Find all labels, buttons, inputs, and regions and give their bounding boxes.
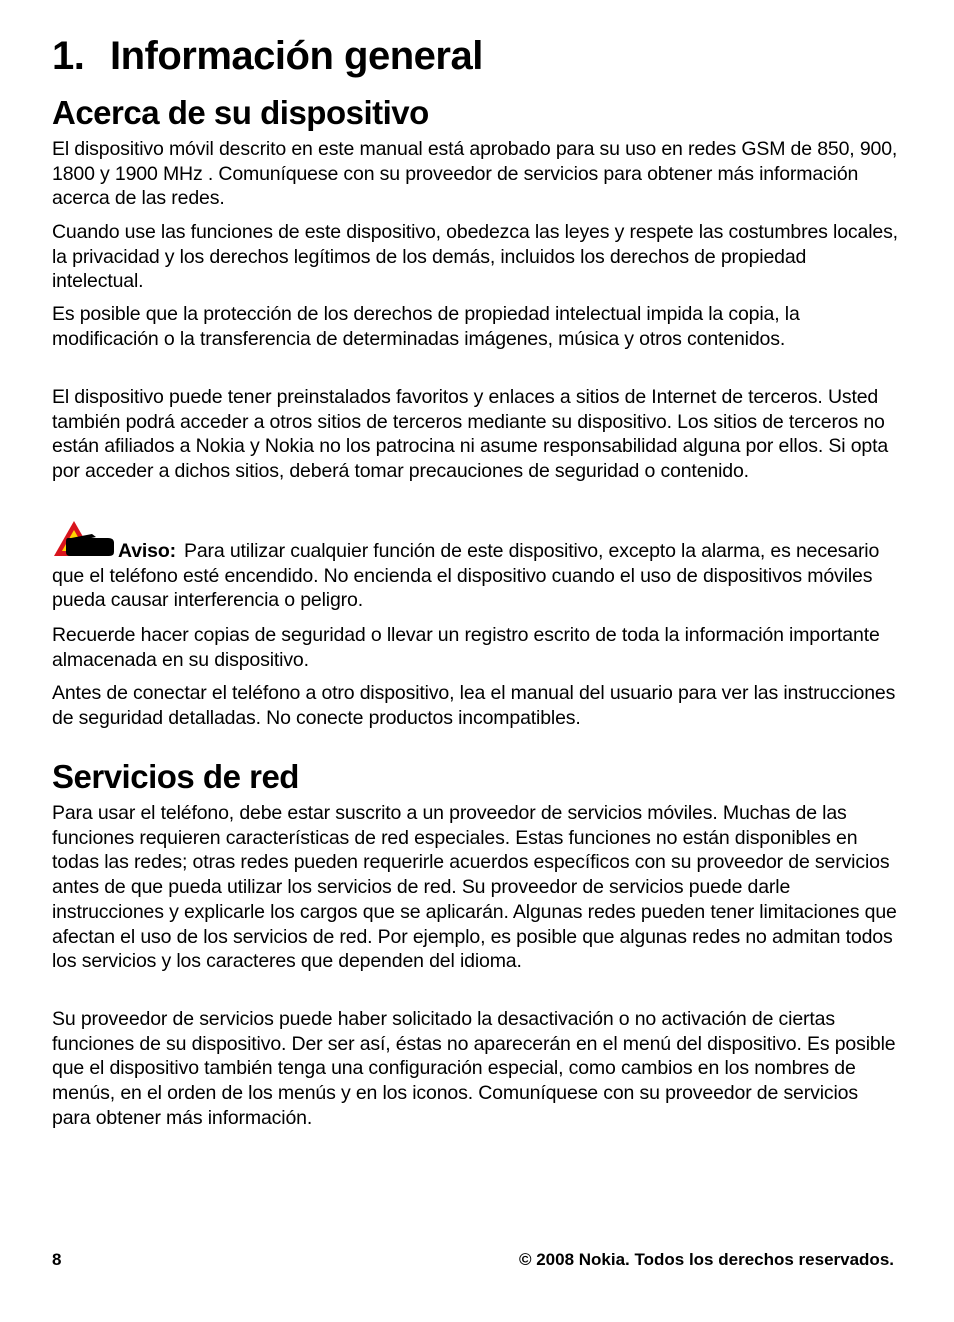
- copyright-notice: © 2008 Nokia. Todos los derechos reservados.: [518, 1250, 894, 1269]
- paragraph: Para usar el teléfono, debe estar suscrito a un proveedor de servicios móviles. Muchas de las funciones requieren características de red especiales. Estas funciones no están disponibles en todas las redes; otras redes pueden requerirle acuerdos específicos con su proveedor de servicios antes de que pueda utilizar los servicios de red. Su proveedor de servicios puede darle instrucciones y explicarle los cargos que se aplicarán. Algunas redes pueden tener limitaciones que afectan el uso de los servicios de red. Por ejemplo, es posible que algunas redes no admitan todos los servicios y los caracteres que dependen del idioma.: [52, 802, 897, 973]
- warning-text: Para utilizar cualquier función de este dispositivo, excepto la alarma, es necesario que el teléfono esté encendido. No encienda el dispositivo cuando el uso de dispositivos móviles pueda causar interferencia o peligro.: [52, 540, 880, 612]
- chapter-title: [52, 34, 483, 79]
- paragraph: Su proveedor de servicios puede haber solicitado la desactivación o no activación de ciertas funciones de su dispositivo. Der ser así, éstas no aparecerán en el menú del dispositivo. Es posible que el dispositivo también tenga una configuración especial, como cambios en los nombres de menús, en el orden de los menús y en los iconos. Comuníquese con su proveedor de servicios para obtener más información.: [52, 1008, 896, 1129]
- warning-paragraph: [52, 539, 898, 613]
- paragraph: El dispositivo puede tener preinstalados favoritos y enlaces a sitios de Internet de terceros. Usted también podrá acceder a otros sitios de terceros mediante su dispositivo. Los sitios de terceros no están afiliados a Nokia y Nokia no los patrocina ni asume responsabilidad alguna por ellos. Si opta por acceder a dichos sitios, deberá tomar precauciones de seguridad o contenido.: [52, 386, 889, 483]
- section-heading-network-services: Servicios de red: [52, 758, 299, 795]
- page-number: 8: [52, 1250, 62, 1269]
- chapter-title-text: Información general: [110, 34, 483, 78]
- paragraph: Cuando use las funciones de este dispositivo, obedezca las leyes y respete las costumbres locales, la privacidad y los derechos legítimos de los demás, incluidos los derechos de propiedad intelectual.: [52, 221, 898, 293]
- paragraph: El dispositivo móvil descrito en este manual está aprobado para su uso en redes GSM de 850, 900, 1800 y 1900 MHz . Comuníquese con su proveedor de servicios para obtener más información acerca de las redes.: [52, 138, 898, 210]
- section-heading-about-device: Acerca de su dispositivo: [52, 94, 429, 131]
- paragraph: Antes de conectar el teléfono a otro dispositivo, lea el manual del usuario para ver las instrucciones de seguridad detalladas. No conecte productos incompatibles.: [52, 682, 896, 729]
- paragraph: Recuerde hacer copias de seguridad o llevar un registro escrito de toda la información importante almacenada en su dispositivo.: [52, 624, 880, 671]
- chapter-number: 1.: [52, 34, 85, 78]
- paragraph: Es posible que la protección de los derechos de propiedad intelectual impida la copia, la modificación o la transferencia de determinadas imágenes, música y otros contenidos.: [52, 303, 800, 350]
- warning-label: Aviso:: [118, 540, 176, 562]
